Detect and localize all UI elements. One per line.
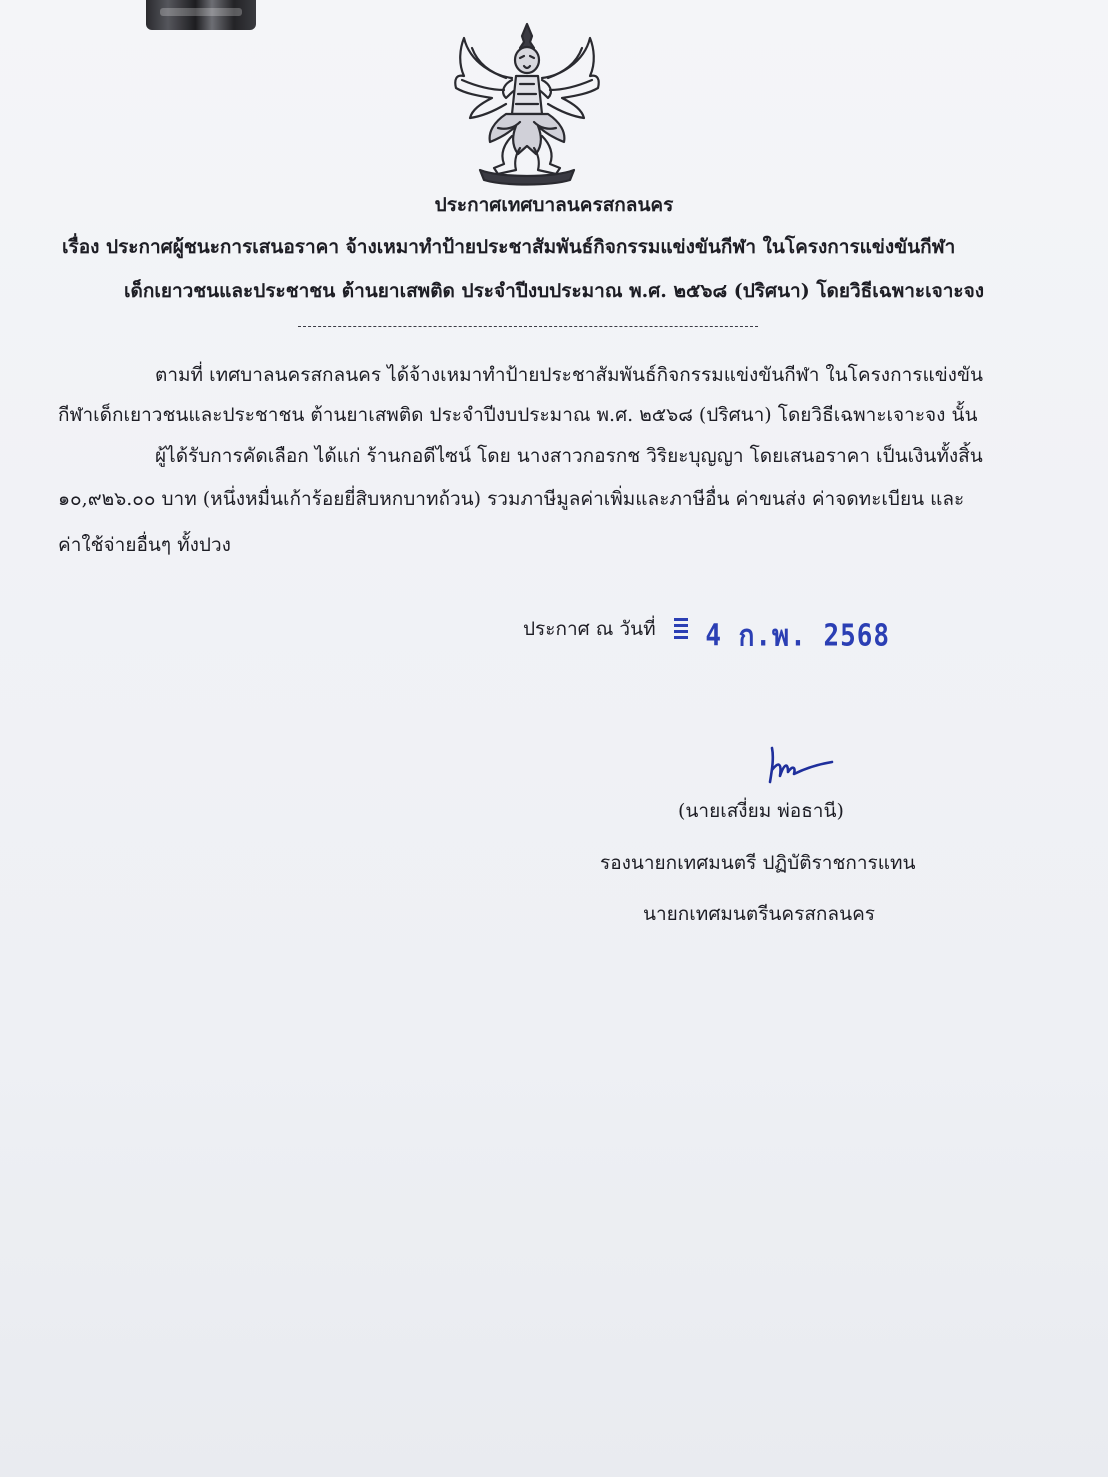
dashed-divider: [298, 326, 758, 327]
body-paragraph-line: ค่าใช้จ่ายอื่นๆ ทั้งปวง: [58, 534, 231, 556]
body-paragraph-line: ตามที่ เทศบาลนครสกลนคร ได้จ้างเหมาทำป้ายประชาสัมพันธ์กิจกรรมแข่งขันกีฬา ในโครงการแข่งขัน: [155, 364, 983, 386]
signatory-position: นายกเทศมนตรีนครสกลนคร: [643, 903, 875, 925]
binder-clip-icon: [146, 0, 256, 30]
announcement-title: ประกาศเทศบาลนครสกลนคร: [434, 194, 674, 216]
signatory-position: รองนายกเทศมนตรี ปฏิบัติราชการแทน: [600, 852, 916, 874]
subject-line-2: เด็กเยาวชนและประชาชน ต้านยาเสพติด ประจำปีงบประมาณ พ.ศ. ๒๕๖๘ (ปริศนา) โดยวิธีเฉพาะเจาะจง: [123, 280, 985, 302]
date-label: ประกาศ ณ วันที่: [523, 618, 656, 640]
garuda-emblem-icon: [450, 18, 605, 188]
date-stamp: [672, 612, 890, 659]
subject-line-1: เรื่อง ประกาศผู้ชนะการเสนอราคา จ้างเหมาทำป้ายประชาสัมพันธ์กิจกรรมแข่งขันกีฬา ในโครงการแข่งขันกีฬา: [62, 236, 956, 258]
body-paragraph-line: ผู้ได้รับการคัดเลือก ได้แก่ ร้านกอดีไซน์ โดย นางสาวกอรกช วิริยะบุญญา โดยเสนอราคา เป็นเงินทั้งสิ้น: [155, 445, 983, 467]
body-paragraph-line: ๑๐,๙๒๖.๐๐ บาท (หนึ่งหมื่นเก้าร้อยยี่สิบหกบาทถ้วน) รวมภาษีมูลค่าเพิ่มและภาษีอื่น ค่าขนส่ง ค่าจดทะเบียน และ: [58, 488, 965, 510]
date-stamp-text: 4 ก.พ. 2568: [705, 618, 891, 654]
body-paragraph-line: กีฬาเด็กเยาวชนและประชาชน ต้านยาเสพติด ประจำปีงบประมาณ พ.ศ. ๒๕๖๘ (ปริศนา) โดยวิธีเฉพาะเจาะจง นั้น: [58, 404, 978, 426]
handwritten-signature-icon: [756, 742, 846, 790]
signatory-name: (นายเสงี่ยม พ่อธานี): [678, 800, 844, 822]
